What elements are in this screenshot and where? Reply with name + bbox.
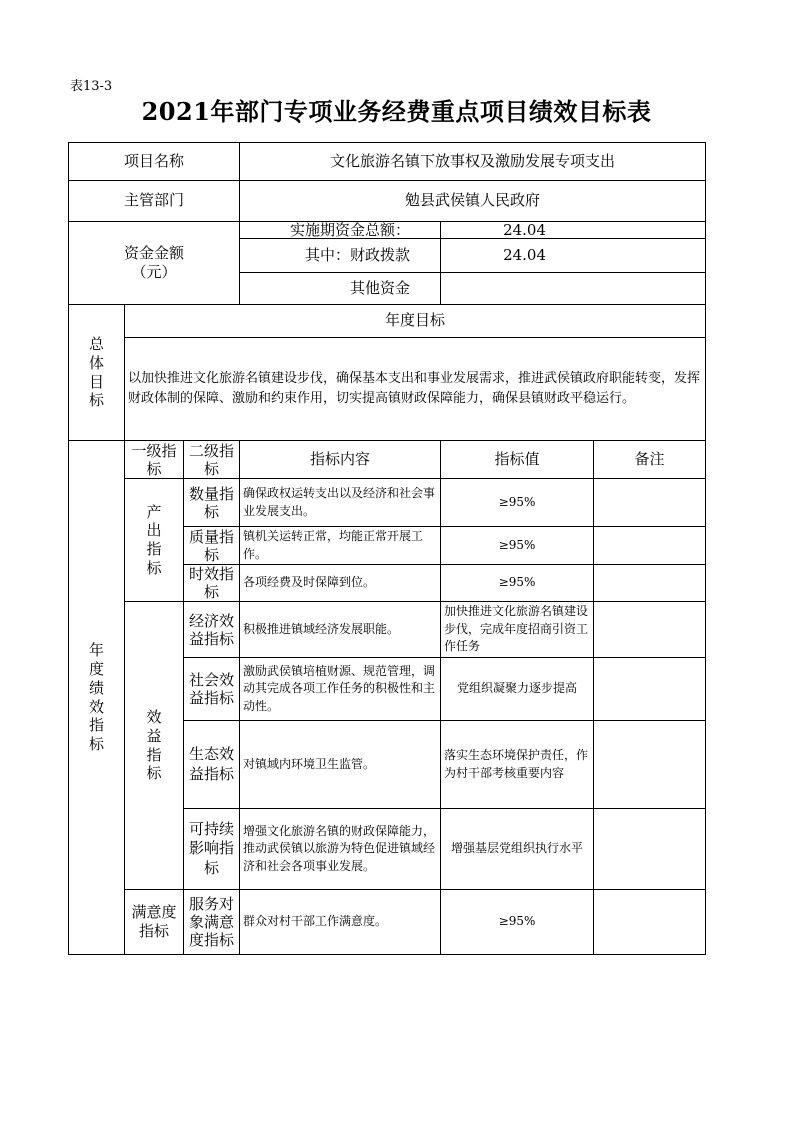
header-note: 备注 bbox=[594, 441, 706, 479]
level2-quality: 质量指标 bbox=[184, 527, 240, 565]
content-timeliness: 各项经费及时保障到位。 bbox=[240, 565, 441, 602]
content-ecological: 对镇域内环境卫生监管。 bbox=[240, 721, 441, 809]
total-funds-value: 24.04 bbox=[441, 222, 706, 239]
level1-output: 产出指标 bbox=[125, 479, 184, 602]
note-ecological bbox=[594, 721, 706, 809]
level2-service-satisfaction: 服务对象满意度指标 bbox=[184, 890, 240, 955]
content-sustainability: 增强文化旅游名镇的财政保障能力，推动武侯镇以旅游为特色促进镇域经济和社会各项事业发展。 bbox=[240, 809, 441, 890]
performance-target-table bbox=[68, 142, 706, 955]
overall-goal-side-label: 总体目标 bbox=[69, 305, 125, 441]
value-economic: 加快推进文化旅游名镇建设步伐，完成年度招商引资工作任务 bbox=[441, 602, 594, 658]
level2-timeliness: 时效指标 bbox=[184, 565, 240, 602]
other-funds-value bbox=[441, 273, 706, 305]
note-quality bbox=[594, 527, 706, 565]
value-social: 党组织凝聚力逐步提高 bbox=[441, 658, 594, 721]
level2-ecological: 生态效益指标 bbox=[184, 721, 240, 809]
value-quality: ≥95% bbox=[441, 527, 594, 565]
note-quantity bbox=[594, 479, 706, 527]
page-title: 2021年部门专项业务经费重点项目绩效目标表 bbox=[141, 97, 652, 126]
fiscal-funds-value: 24.04 bbox=[441, 239, 706, 273]
level2-sustainability: 可持续影响指标 bbox=[184, 809, 240, 890]
value-timeliness: ≥95% bbox=[441, 565, 594, 602]
other-funds-label: 其他资金 bbox=[240, 273, 441, 305]
level2-social: 社会效益指标 bbox=[184, 658, 240, 721]
header-content: 指标内容 bbox=[240, 441, 441, 479]
annual-indicators-side-label: 年度绩效指标 bbox=[69, 441, 125, 955]
total-funds-label: 实施期资金总额： bbox=[240, 222, 441, 239]
header-level2: 二级指标 bbox=[184, 441, 240, 479]
content-social: 激励武侯镇培植财源、规范管理，调动其完成各项工作任务的积极性和主动性。 bbox=[240, 658, 441, 721]
content-quality: 镇机关运转正常，均能正常开展工作。 bbox=[240, 527, 441, 565]
content-quantity: 确保政权运转支出以及经济和社会事业发展支出。 bbox=[240, 479, 441, 527]
header-level1: 一级指标 bbox=[125, 441, 184, 479]
value-sustainability: 增强基层党组织执行水平 bbox=[441, 809, 594, 890]
note-timeliness bbox=[594, 565, 706, 602]
level1-benefit: 效益指标 bbox=[125, 602, 184, 890]
funds-label bbox=[69, 222, 240, 305]
table-number: 表13-3 bbox=[70, 79, 113, 94]
department-value: 勉县武侯镇人民政府 bbox=[240, 181, 706, 222]
content-economic: 积极推进镇域经济发展职能。 bbox=[240, 602, 441, 658]
header-value: 指标值 bbox=[441, 441, 594, 479]
annual-goal-header: 年度目标 bbox=[125, 305, 706, 338]
note-service-satisfaction bbox=[594, 890, 706, 955]
value-service-satisfaction: ≥95% bbox=[441, 890, 594, 955]
note-sustainability bbox=[594, 809, 706, 890]
value-quantity: ≥95% bbox=[441, 479, 594, 527]
note-social bbox=[594, 658, 706, 721]
fiscal-funds-label: 其中：财政拨款 bbox=[240, 239, 441, 273]
level1-satisfaction: 满意度指标 bbox=[125, 890, 184, 955]
project-name-label: 项目名称 bbox=[69, 143, 240, 181]
annual-goal-text: 以加快推进文化旅游名镇建设步伐，确保基本支出和事业发展需求，推进武侯镇政府职能转变，发挥财政体制的保障、激励和约束作用，切实提高镇财政保障能力，确保县镇财政平稳运行。 bbox=[125, 338, 706, 441]
level2-quantity: 数量指标 bbox=[184, 479, 240, 527]
note-economic bbox=[594, 602, 706, 658]
value-ecological: 落实生态环境保护责任，作为村干部考核重要内容 bbox=[441, 721, 594, 809]
funds-label-line2: （元） bbox=[131, 263, 177, 281]
department-label: 主管部门 bbox=[69, 181, 240, 222]
level2-economic: 经济效益指标 bbox=[184, 602, 240, 658]
content-service-satisfaction: 群众对村干部工作满意度。 bbox=[240, 890, 441, 955]
project-name-value: 文化旅游名镇下放事权及激励发展专项支出 bbox=[240, 143, 706, 181]
funds-label-line1: 资金金额 bbox=[124, 243, 185, 262]
